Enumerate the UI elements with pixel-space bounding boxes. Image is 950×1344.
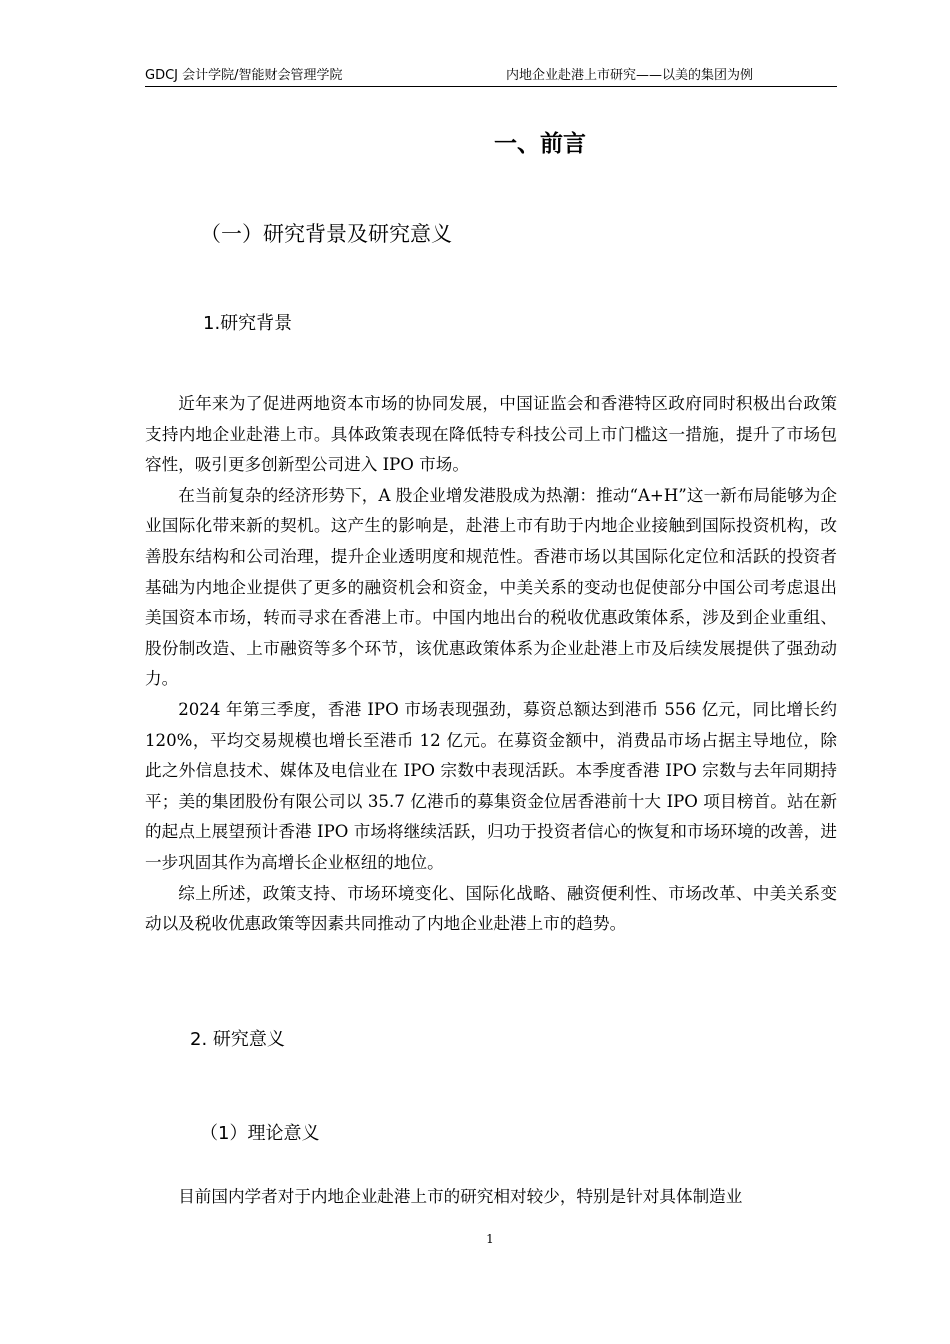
paragraph: 目前国内学者对于内地企业赴港上市的研究相对较少，特别是针对具体制造业 bbox=[178, 1187, 743, 1206]
page-number: 1 bbox=[486, 1232, 494, 1246]
header-left-text: GDCJ 会计学院/智能财会管理学院 bbox=[145, 68, 343, 83]
paragraph: 在当前复杂的经济形势下，A 股企业增发港股成为热潮：推动“A+H”这一新布局能够为企业国际化带来新的契机。这产生的影响是，赴港上市有助于内地企业接触到国际投资机构，改善股东结构和公司治理，提升企业透明度和规范性。香港市场以其国际化定位和活跃的投资者基础为内地企业提供了更多的融资机会和资金，中美关系的变动也促使部分中国公司考虑退出美国资本市场，转而寻求在香港上市。中国内地出台的税收优惠政策体系，涉及到企业重组、股份制改造、上市融资等多个环节，该优惠政策体系为企业赴港上市及后续发展提供了强劲动力。 bbox=[145, 485, 837, 689]
paragraph: 综上所述，政策支持、市场环境变化、国际化战略、融资便利性、市场改革、中美关系变动以及税收优惠政策等因素共同推动了内地企业赴港上市的趋势。 bbox=[145, 883, 837, 934]
section-title: （一）研究背景及研究意义 bbox=[200, 222, 452, 246]
theory-heading: （1）理论意义 bbox=[200, 1123, 320, 1144]
chapter-title: 一、前言 bbox=[494, 131, 586, 157]
significance-heading: 2. 研究意义 bbox=[190, 1029, 285, 1050]
background-heading: 1.研究背景 bbox=[203, 313, 293, 334]
background-body bbox=[145, 389, 837, 940]
theory-body bbox=[145, 1182, 837, 1213]
header-right-text: 内地企业赴港上市研究——以美的集团为例 bbox=[506, 68, 754, 83]
running-header bbox=[145, 67, 837, 87]
paragraph: 近年来为了促进两地资本市场的协同发展，中国证监会和香港特区政府同时积极出台政策支持内地企业赴港上市。具体政策表现在降低特专科技公司上市门槛这一措施，提升了市场包容性，吸引更多创新型公司进入 IPO 市场。 bbox=[145, 394, 837, 475]
paragraph: 2024 年第三季度，香港 IPO 市场表现强劲，募资总额达到港币 556 亿元，同比增长约 120%，平均交易规模也增长至港币 12 亿元。在募资金额中，消费品市场占据主导地位，除此之外信息技术、媒体及电信业在 IPO 宗数中表现活跃。本季度香港 IPO 宗数与去年同期持平；美的集团股份有限公司以 35.7 亿港币的募集资金位居香港前十大 IPO 项目榜首。站在新的起点上展望预计香港 IPO 市场将继续活跃，归功于投资者信心的恢复和市场环境的改善，进一步巩固其作为高增长企业枢纽的地位。 bbox=[145, 699, 837, 872]
